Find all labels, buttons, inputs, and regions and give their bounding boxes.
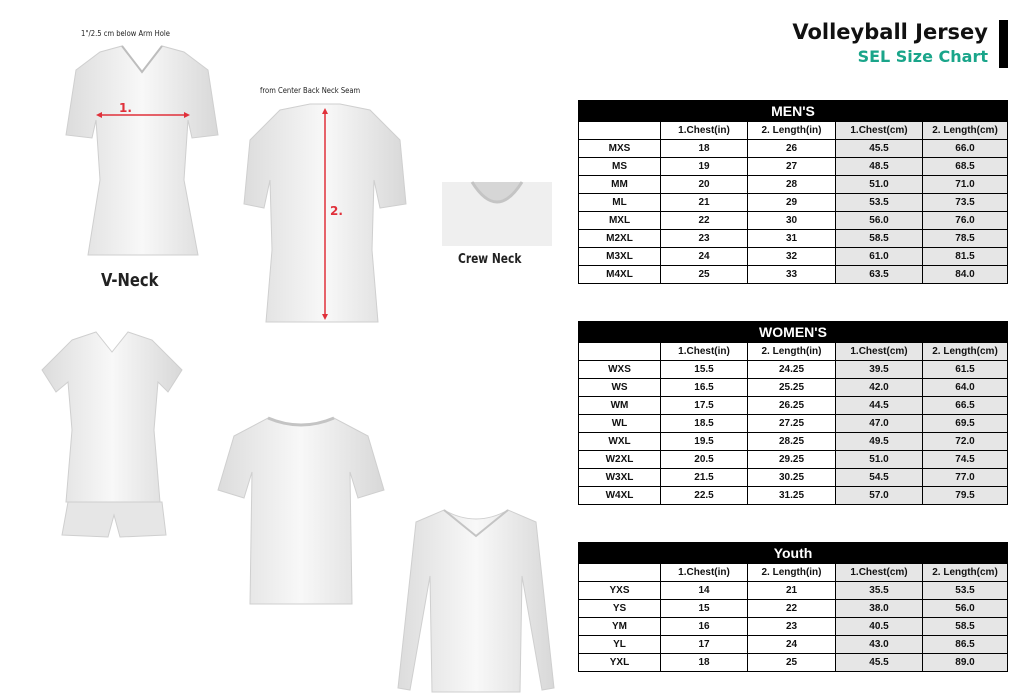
value-cell: 15 bbox=[661, 600, 748, 618]
table-row bbox=[579, 212, 1008, 230]
value-cell: 23 bbox=[748, 618, 836, 636]
value-cell: 27 bbox=[748, 158, 836, 176]
value-cell: 71.0 bbox=[923, 176, 1008, 194]
value-cell: 17 bbox=[661, 636, 748, 654]
value-cell: 30 bbox=[748, 212, 836, 230]
value-cell: 61.5 bbox=[923, 361, 1008, 379]
column-header: 2. Length(in) bbox=[748, 343, 836, 361]
size-cell: W3XL bbox=[579, 469, 661, 487]
column-header: 1.Chest(in) bbox=[661, 122, 748, 140]
value-cell: 56.0 bbox=[923, 600, 1008, 618]
value-cell: 48.5 bbox=[836, 158, 923, 176]
size-cell: YXS bbox=[579, 582, 661, 600]
value-cell: 19 bbox=[661, 158, 748, 176]
value-cell: 45.5 bbox=[836, 140, 923, 158]
value-cell: 24.25 bbox=[748, 361, 836, 379]
value-cell: 53.5 bbox=[923, 582, 1008, 600]
column-header bbox=[579, 122, 661, 140]
value-cell: 47.0 bbox=[836, 415, 923, 433]
value-cell: 32 bbox=[748, 248, 836, 266]
value-cell: 49.5 bbox=[836, 433, 923, 451]
value-cell: 54.5 bbox=[836, 469, 923, 487]
value-cell: 56.0 bbox=[836, 212, 923, 230]
column-header: 2. Length(cm) bbox=[923, 343, 1008, 361]
title-main: Volleyball Jersey bbox=[792, 20, 988, 44]
size-cell: W2XL bbox=[579, 451, 661, 469]
size-cell: WS bbox=[579, 379, 661, 397]
crew-neck-detail-image bbox=[442, 182, 552, 246]
value-cell: 31.25 bbox=[748, 487, 836, 505]
size-cell: WL bbox=[579, 415, 661, 433]
value-cell: 30.25 bbox=[748, 469, 836, 487]
title-bar bbox=[999, 20, 1008, 68]
size-cell: MM bbox=[579, 176, 661, 194]
value-cell: 22.5 bbox=[661, 487, 748, 505]
table-row bbox=[579, 194, 1008, 212]
value-cell: 76.0 bbox=[923, 212, 1008, 230]
value-cell: 38.0 bbox=[836, 600, 923, 618]
value-cell: 29 bbox=[748, 194, 836, 212]
value-cell: 51.0 bbox=[836, 451, 923, 469]
value-cell: 17.5 bbox=[661, 397, 748, 415]
value-cell: 16.5 bbox=[661, 379, 748, 397]
value-cell: 21 bbox=[748, 582, 836, 600]
value-cell: 72.0 bbox=[923, 433, 1008, 451]
table-row bbox=[579, 248, 1008, 266]
title-block bbox=[792, 18, 988, 68]
value-cell: 89.0 bbox=[923, 654, 1008, 672]
column-header: 1.Chest(cm) bbox=[836, 564, 923, 582]
womens-size-table bbox=[578, 321, 1008, 505]
column-header: 1.Chest(cm) bbox=[836, 122, 923, 140]
value-cell: 20.5 bbox=[661, 451, 748, 469]
value-cell: 73.5 bbox=[923, 194, 1008, 212]
size-cell: M3XL bbox=[579, 248, 661, 266]
value-cell: 18 bbox=[661, 654, 748, 672]
value-cell: 57.0 bbox=[836, 487, 923, 505]
value-cell: 24 bbox=[661, 248, 748, 266]
value-cell: 81.5 bbox=[923, 248, 1008, 266]
column-header: 1.Chest(in) bbox=[661, 564, 748, 582]
value-cell: 58.5 bbox=[836, 230, 923, 248]
value-cell: 61.0 bbox=[836, 248, 923, 266]
value-cell: 86.5 bbox=[923, 636, 1008, 654]
value-cell: 78.5 bbox=[923, 230, 1008, 248]
value-cell: 22 bbox=[748, 600, 836, 618]
value-cell: 64.0 bbox=[923, 379, 1008, 397]
value-cell: 19.5 bbox=[661, 433, 748, 451]
value-cell: 44.5 bbox=[836, 397, 923, 415]
length-measure-line bbox=[240, 100, 410, 325]
table-row bbox=[579, 636, 1008, 654]
size-cell: MXS bbox=[579, 140, 661, 158]
value-cell: 18 bbox=[661, 140, 748, 158]
size-cell: WXL bbox=[579, 433, 661, 451]
column-header: 2. Length(cm) bbox=[923, 564, 1008, 582]
arm-hole-label: 1"/2.5 cm below Arm Hole bbox=[81, 29, 170, 38]
value-cell: 69.5 bbox=[923, 415, 1008, 433]
value-cell: 43.0 bbox=[836, 636, 923, 654]
value-cell: 40.5 bbox=[836, 618, 923, 636]
value-cell: 14 bbox=[661, 582, 748, 600]
column-header: 2. Length(in) bbox=[748, 564, 836, 582]
table-row bbox=[579, 582, 1008, 600]
size-cell: WXS bbox=[579, 361, 661, 379]
column-header: 1.Chest(in) bbox=[661, 343, 748, 361]
value-cell: 66.0 bbox=[923, 140, 1008, 158]
value-cell: 28 bbox=[748, 176, 836, 194]
column-header bbox=[579, 343, 661, 361]
value-cell: 63.5 bbox=[836, 266, 923, 284]
crew-neck-label: Crew Neck bbox=[458, 252, 522, 267]
column-header: 1.Chest(cm) bbox=[836, 343, 923, 361]
value-cell: 25 bbox=[748, 654, 836, 672]
table-row bbox=[579, 266, 1008, 284]
value-cell: 23 bbox=[661, 230, 748, 248]
crew-tee-image bbox=[218, 412, 384, 608]
title-sub: SEL Size Chart bbox=[857, 47, 988, 66]
table-row bbox=[579, 397, 1008, 415]
size-cell: YXL bbox=[579, 654, 661, 672]
value-cell: 27.25 bbox=[748, 415, 836, 433]
value-cell: 35.5 bbox=[836, 582, 923, 600]
value-cell: 18.5 bbox=[661, 415, 748, 433]
marker-1: 1. bbox=[119, 101, 132, 115]
back-neck-label: from Center Back Neck Seam bbox=[260, 86, 361, 95]
value-cell: 24 bbox=[748, 636, 836, 654]
table-row bbox=[579, 451, 1008, 469]
value-cell: 66.5 bbox=[923, 397, 1008, 415]
size-cell: WM bbox=[579, 397, 661, 415]
value-cell: 22 bbox=[661, 212, 748, 230]
value-cell: 51.0 bbox=[836, 176, 923, 194]
value-cell: 15.5 bbox=[661, 361, 748, 379]
value-cell: 16 bbox=[661, 618, 748, 636]
column-header: 2. Length(in) bbox=[748, 122, 836, 140]
table-row bbox=[579, 469, 1008, 487]
table-row bbox=[579, 140, 1008, 158]
value-cell: 26.25 bbox=[748, 397, 836, 415]
size-cell: MXL bbox=[579, 212, 661, 230]
value-cell: 45.5 bbox=[836, 654, 923, 672]
table-row bbox=[579, 654, 1008, 672]
column-header bbox=[579, 564, 661, 582]
value-cell: 77.0 bbox=[923, 469, 1008, 487]
mens-size-table bbox=[578, 100, 1008, 284]
value-cell: 74.5 bbox=[923, 451, 1008, 469]
chest-measure-line bbox=[60, 40, 225, 265]
value-cell: 53.5 bbox=[836, 194, 923, 212]
value-cell: 25 bbox=[661, 266, 748, 284]
table-title: MEN'S bbox=[579, 101, 1008, 122]
table-row bbox=[579, 600, 1008, 618]
size-cell: ML bbox=[579, 194, 661, 212]
value-cell: 28.25 bbox=[748, 433, 836, 451]
womens-set-image bbox=[40, 330, 190, 540]
table-row bbox=[579, 158, 1008, 176]
table-row bbox=[579, 487, 1008, 505]
value-cell: 20 bbox=[661, 176, 748, 194]
size-cell: YS bbox=[579, 600, 661, 618]
long-sleeve-image bbox=[398, 506, 554, 692]
size-cell: YM bbox=[579, 618, 661, 636]
value-cell: 68.5 bbox=[923, 158, 1008, 176]
value-cell: 25.25 bbox=[748, 379, 836, 397]
youth-size-table bbox=[578, 542, 1008, 672]
size-cell: YL bbox=[579, 636, 661, 654]
size-cell: W4XL bbox=[579, 487, 661, 505]
value-cell: 79.5 bbox=[923, 487, 1008, 505]
value-cell: 58.5 bbox=[923, 618, 1008, 636]
table-row bbox=[579, 230, 1008, 248]
value-cell: 42.0 bbox=[836, 379, 923, 397]
value-cell: 39.5 bbox=[836, 361, 923, 379]
v-neck-label: V-Neck bbox=[101, 270, 159, 291]
value-cell: 29.25 bbox=[748, 451, 836, 469]
table-title: WOMEN'S bbox=[579, 322, 1008, 343]
table-row bbox=[579, 361, 1008, 379]
value-cell: 21 bbox=[661, 194, 748, 212]
table-row bbox=[579, 433, 1008, 451]
table-title: Youth bbox=[579, 543, 1008, 564]
table-row bbox=[579, 618, 1008, 636]
marker-2: 2. bbox=[330, 204, 343, 218]
value-cell: 31 bbox=[748, 230, 836, 248]
size-cell: MS bbox=[579, 158, 661, 176]
value-cell: 84.0 bbox=[923, 266, 1008, 284]
column-header: 2. Length(cm) bbox=[923, 122, 1008, 140]
size-cell: M2XL bbox=[579, 230, 661, 248]
value-cell: 21.5 bbox=[661, 469, 748, 487]
table-row bbox=[579, 176, 1008, 194]
value-cell: 33 bbox=[748, 266, 836, 284]
value-cell: 26 bbox=[748, 140, 836, 158]
table-row bbox=[579, 379, 1008, 397]
size-cell: M4XL bbox=[579, 266, 661, 284]
table-row bbox=[579, 415, 1008, 433]
